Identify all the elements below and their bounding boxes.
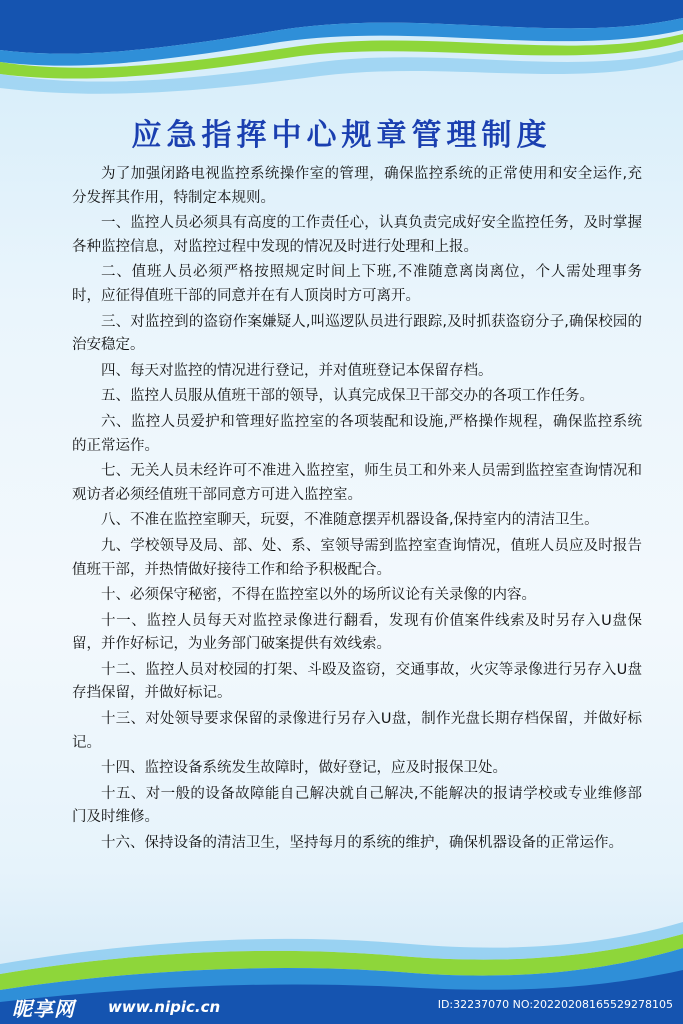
watermark-url: www.nipic.cn xyxy=(108,998,221,1016)
intro-paragraph: 为了加强闭路电视监控系统操作室的管理，确保监控系统的正常使用和安全运作,充分发挥其作用，特制定本规则。 xyxy=(72,166,642,206)
rule-item: 五、监控人员服从值班干部的领导，认真完成保卫干部交办的各项工作任务。 xyxy=(101,388,594,405)
watermark-logo: 昵享网 xyxy=(12,997,75,1021)
rule-item: 一、监控人员必须具有高度的工作责任心，认真负责完成好安全监控任务，及时掌握各种监控信息，对监控过程中发现的情况及时进行处理和上报。 xyxy=(72,215,642,255)
rule-item: 四、每天对监控的情况进行登记，并对值班登记本保留存档。 xyxy=(101,362,493,379)
rule-item: 十二、监控人员对校园的打架、斗殴及盗窃，交通事故，火灾等录像进行另存入U盘存挡保留，并做好标记。 xyxy=(72,661,642,702)
rule-item: 二、值班人员必须严格按照规定时间上下班,不准随意离岗离位，个人需处理事务时，应征得值班干部的同意并在有人顶岗时方可离开。 xyxy=(72,264,642,304)
rule-item: 三、对监控到的盗窃作案嫌疑人,叫巡逻队员进行跟踪,及时抓获盗窃分子,确保校园的治安稳定。 xyxy=(72,313,642,354)
rule-item: 十、必须保守秘密，不得在监控室以外的场所议论有关录像的内容。 xyxy=(101,587,536,604)
top-wave-decoration xyxy=(0,0,683,100)
rule-item: 八、不准在监控室聊天，玩耍，不准随意摆弄机器设备,保持室内的清洁卫生。 xyxy=(101,512,599,529)
rule-item: 六、监控人员爱护和管理好监控室的各项装配和设施,严格操作规程，确保监控系统的正常运作。 xyxy=(72,413,642,454)
rule-item: 十一、监控人员每天对监控录像进行翻看，发现有价值案件线索及时另存入U盘保留，并作好标记，为业务部门破案提供有效线索。 xyxy=(72,612,642,653)
watermark-id: ID:32237070 NO:20220208165529278105 xyxy=(437,998,673,1011)
rule-item: 十三、对处领导要求保留的录像进行另存入U盘，制作光盘长期存档保留，并做好标记。 xyxy=(72,711,642,751)
rule-item: 十五、对一般的设备故障能自己解决就自己解决,不能解决的报请学校或专业维修部门及时维修。 xyxy=(72,785,642,826)
rule-item: 十四、监控设备系统发生故障时，做好登记，应及时报保卫处。 xyxy=(101,760,507,777)
rule-item: 九、学校领导及局、部、处、系、室领导需到监控室查询情况，值班人员应及时报告值班干部，并热情做好接待工作和给予积极配合。 xyxy=(72,537,642,578)
page-title: 应急指挥中心规章管理制度 xyxy=(131,118,552,153)
regulation-body xyxy=(72,163,642,858)
rule-item: 七、无关人员未经许可不准进入监控室，师生员工和外来人员需到监控室查询情况和观访者必须经值班干部同意方可进入监控室。 xyxy=(72,463,642,503)
rule-item: 十六、保持设备的清洁卫生，坚持每月的系统的维护，确保机器设备的正常运作。 xyxy=(101,835,623,852)
